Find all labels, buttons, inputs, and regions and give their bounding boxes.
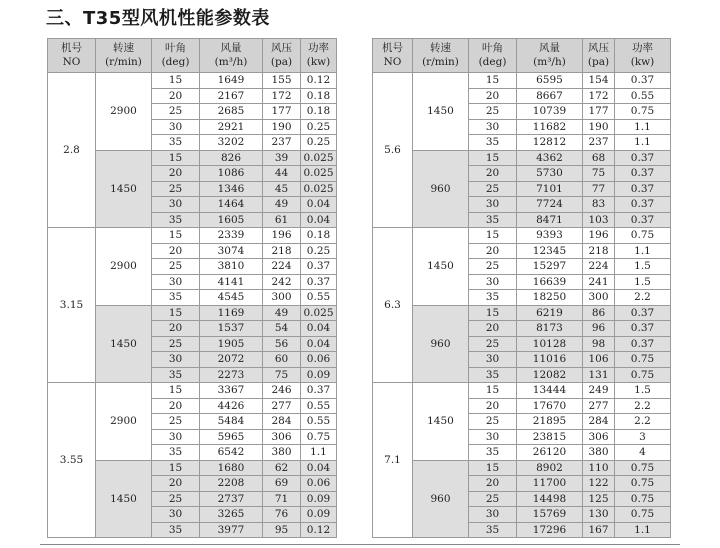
blade-angle-cell: 15 bbox=[469, 460, 517, 476]
power-cell: 0.75 bbox=[615, 352, 671, 368]
speed-cell: 1450 bbox=[96, 305, 152, 383]
air-pressure-cell: 249 bbox=[583, 383, 615, 399]
blade-angle-cell: 30 bbox=[469, 197, 517, 213]
air-flow-cell: 2921 bbox=[200, 119, 263, 135]
power-cell: 0.37 bbox=[615, 336, 671, 352]
power-cell: 0.04 bbox=[301, 212, 337, 228]
speed-cell: 1450 bbox=[96, 150, 152, 228]
speed-cell: 1450 bbox=[96, 460, 152, 538]
blade-angle-cell: 30 bbox=[152, 274, 200, 290]
blade-angle-cell: 35 bbox=[152, 445, 200, 461]
air-pressure-cell: 284 bbox=[583, 414, 615, 430]
power-cell: 1.1 bbox=[615, 119, 671, 135]
table-row bbox=[373, 305, 671, 321]
speed-cell: 2900 bbox=[96, 228, 152, 306]
air-flow-cell: 17670 bbox=[517, 398, 583, 414]
power-cell: 0.55 bbox=[615, 88, 671, 104]
air-pressure-cell: 106 bbox=[583, 352, 615, 368]
blade-angle-cell: 30 bbox=[152, 352, 200, 368]
power-cell: 0.37 bbox=[615, 181, 671, 197]
air-flow-cell: 8667 bbox=[517, 88, 583, 104]
power-cell: 0.12 bbox=[301, 73, 337, 89]
air-pressure-cell: 196 bbox=[263, 228, 301, 244]
blade-angle-cell: 30 bbox=[152, 119, 200, 135]
blade-angle-cell: 35 bbox=[469, 212, 517, 228]
air-pressure-cell: 54 bbox=[263, 321, 301, 337]
power-cell: 0.18 bbox=[301, 228, 337, 244]
air-flow-cell: 12345 bbox=[517, 243, 583, 259]
air-flow-cell: 5730 bbox=[517, 166, 583, 182]
header-model: 机号 NO bbox=[373, 39, 413, 73]
power-cell: 0.55 bbox=[301, 398, 337, 414]
air-flow-cell: 4362 bbox=[517, 150, 583, 166]
blade-angle-cell: 15 bbox=[469, 228, 517, 244]
power-cell: 2.2 bbox=[615, 414, 671, 430]
air-pressure-cell: 177 bbox=[583, 104, 615, 120]
air-flow-cell: 4141 bbox=[200, 274, 263, 290]
air-pressure-cell: 39 bbox=[263, 150, 301, 166]
blade-angle-cell: 20 bbox=[152, 398, 200, 414]
model-number-cell: 7.1 bbox=[373, 383, 413, 538]
air-pressure-cell: 172 bbox=[263, 88, 301, 104]
air-pressure-cell: 237 bbox=[263, 135, 301, 151]
blade-angle-cell: 20 bbox=[152, 476, 200, 492]
power-cell: 4 bbox=[615, 445, 671, 461]
blade-angle-cell: 15 bbox=[469, 73, 517, 89]
power-cell: 0.09 bbox=[301, 507, 337, 523]
air-flow-cell: 2685 bbox=[200, 104, 263, 120]
air-flow-cell: 11682 bbox=[517, 119, 583, 135]
blade-angle-cell: 15 bbox=[469, 383, 517, 399]
air-pressure-cell: 246 bbox=[263, 383, 301, 399]
air-flow-cell: 3202 bbox=[200, 135, 263, 151]
blade-angle-cell: 25 bbox=[152, 336, 200, 352]
power-cell: 0.04 bbox=[301, 321, 337, 337]
air-pressure-cell: 190 bbox=[583, 119, 615, 135]
power-cell: 0.37 bbox=[615, 321, 671, 337]
blade-angle-cell: 30 bbox=[152, 507, 200, 523]
air-pressure-cell: 380 bbox=[263, 445, 301, 461]
blade-angle-cell: 25 bbox=[469, 181, 517, 197]
blade-angle-cell: 30 bbox=[469, 507, 517, 523]
air-pressure-cell: 86 bbox=[583, 305, 615, 321]
blade-angle-cell: 15 bbox=[152, 383, 200, 399]
power-cell: 0.04 bbox=[301, 460, 337, 476]
power-cell: 0.37 bbox=[615, 73, 671, 89]
air-pressure-cell: 56 bbox=[263, 336, 301, 352]
air-flow-cell: 12812 bbox=[517, 135, 583, 151]
model-number-cell: 6.3 bbox=[373, 228, 413, 383]
air-pressure-cell: 83 bbox=[583, 197, 615, 213]
air-pressure-cell: 60 bbox=[263, 352, 301, 368]
air-pressure-cell: 71 bbox=[263, 491, 301, 507]
air-flow-cell: 1346 bbox=[200, 181, 263, 197]
blade-angle-cell: 20 bbox=[469, 243, 517, 259]
power-cell: 0.025 bbox=[301, 181, 337, 197]
air-flow-cell: 1649 bbox=[200, 73, 263, 89]
model-number-cell: 3.15 bbox=[48, 228, 96, 383]
power-cell: 2.2 bbox=[615, 398, 671, 414]
air-pressure-cell: 300 bbox=[263, 290, 301, 306]
header-power: 功率 (kw) bbox=[615, 39, 671, 73]
power-cell: 0.37 bbox=[615, 212, 671, 228]
bottom-rule bbox=[40, 544, 680, 545]
power-cell: 0.06 bbox=[301, 476, 337, 492]
air-pressure-cell: 167 bbox=[583, 522, 615, 538]
air-flow-cell: 2167 bbox=[200, 88, 263, 104]
table-row bbox=[48, 73, 337, 89]
speed-cell: 1450 bbox=[413, 73, 469, 151]
air-pressure-cell: 172 bbox=[583, 88, 615, 104]
speed-cell: 960 bbox=[413, 460, 469, 538]
table-row bbox=[373, 228, 671, 244]
air-pressure-cell: 277 bbox=[583, 398, 615, 414]
blade-angle-cell: 20 bbox=[152, 243, 200, 259]
power-cell: 1.5 bbox=[615, 274, 671, 290]
air-pressure-cell: 62 bbox=[263, 460, 301, 476]
header-speed: 转速 (r/min) bbox=[96, 39, 152, 73]
air-flow-cell: 11016 bbox=[517, 352, 583, 368]
air-flow-cell: 6595 bbox=[517, 73, 583, 89]
air-flow-cell: 7724 bbox=[517, 197, 583, 213]
table-row bbox=[373, 383, 671, 399]
blade-angle-cell: 35 bbox=[469, 522, 517, 538]
air-pressure-cell: 68 bbox=[583, 150, 615, 166]
power-cell: 0.025 bbox=[301, 150, 337, 166]
air-pressure-cell: 154 bbox=[583, 73, 615, 89]
blade-angle-cell: 35 bbox=[152, 135, 200, 151]
header-power: 功率 (kw) bbox=[301, 39, 337, 73]
blade-angle-cell: 25 bbox=[469, 491, 517, 507]
blade-angle-cell: 20 bbox=[469, 476, 517, 492]
blade-angle-cell: 30 bbox=[469, 429, 517, 445]
blade-angle-cell: 35 bbox=[152, 212, 200, 228]
power-cell: 0.55 bbox=[301, 414, 337, 430]
air-pressure-cell: 241 bbox=[583, 274, 615, 290]
air-pressure-cell: 49 bbox=[263, 305, 301, 321]
power-cell: 1.5 bbox=[615, 383, 671, 399]
power-cell: 1.1 bbox=[615, 135, 671, 151]
air-pressure-cell: 218 bbox=[263, 243, 301, 259]
power-cell: 0.75 bbox=[615, 104, 671, 120]
air-pressure-cell: 75 bbox=[583, 166, 615, 182]
air-flow-cell: 12082 bbox=[517, 367, 583, 383]
air-flow-cell: 14498 bbox=[517, 491, 583, 507]
power-cell: 0.37 bbox=[301, 274, 337, 290]
header-angle: 叶角 (deg) bbox=[469, 39, 517, 73]
air-pressure-cell: 300 bbox=[583, 290, 615, 306]
power-cell: 0.55 bbox=[301, 290, 337, 306]
air-pressure-cell: 95 bbox=[263, 522, 301, 538]
power-cell: 0.25 bbox=[301, 135, 337, 151]
air-flow-cell: 8471 bbox=[517, 212, 583, 228]
air-pressure-cell: 49 bbox=[263, 197, 301, 213]
model-number-cell: 2.8 bbox=[48, 73, 96, 228]
header-angle: 叶角 (deg) bbox=[152, 39, 200, 73]
blade-angle-cell: 25 bbox=[469, 259, 517, 275]
power-cell: 0.75 bbox=[615, 460, 671, 476]
model-number-cell: 3.55 bbox=[48, 383, 96, 538]
power-cell: 0.37 bbox=[615, 305, 671, 321]
blade-angle-cell: 30 bbox=[469, 119, 517, 135]
speed-cell: 1450 bbox=[413, 228, 469, 306]
power-cell: 0.75 bbox=[615, 476, 671, 492]
table-row bbox=[373, 460, 671, 476]
air-pressure-cell: 306 bbox=[263, 429, 301, 445]
header-flow: 风量 (m³/h) bbox=[517, 39, 583, 73]
power-cell: 0.09 bbox=[301, 367, 337, 383]
air-flow-cell: 4545 bbox=[200, 290, 263, 306]
air-flow-cell: 3810 bbox=[200, 259, 263, 275]
power-cell: 1.1 bbox=[301, 445, 337, 461]
blade-angle-cell: 35 bbox=[469, 290, 517, 306]
air-pressure-cell: 155 bbox=[263, 73, 301, 89]
air-pressure-cell: 77 bbox=[583, 181, 615, 197]
power-cell: 0.37 bbox=[301, 383, 337, 399]
air-pressure-cell: 130 bbox=[583, 507, 615, 523]
air-pressure-cell: 98 bbox=[583, 336, 615, 352]
air-pressure-cell: 177 bbox=[263, 104, 301, 120]
blade-angle-cell: 15 bbox=[152, 460, 200, 476]
blade-angle-cell: 30 bbox=[152, 197, 200, 213]
air-flow-cell: 26120 bbox=[517, 445, 583, 461]
air-pressure-cell: 69 bbox=[263, 476, 301, 492]
air-flow-cell: 16639 bbox=[517, 274, 583, 290]
blade-angle-cell: 20 bbox=[152, 88, 200, 104]
air-flow-cell: 7101 bbox=[517, 181, 583, 197]
blade-angle-cell: 20 bbox=[152, 166, 200, 182]
header-pressure: 风压 (pa) bbox=[263, 39, 301, 73]
air-flow-cell: 13444 bbox=[517, 383, 583, 399]
air-flow-cell: 4426 bbox=[200, 398, 263, 414]
air-flow-cell: 8173 bbox=[517, 321, 583, 337]
air-pressure-cell: 196 bbox=[583, 228, 615, 244]
blade-angle-cell: 20 bbox=[469, 321, 517, 337]
air-pressure-cell: 125 bbox=[583, 491, 615, 507]
power-cell: 0.37 bbox=[615, 197, 671, 213]
air-flow-cell: 6219 bbox=[517, 305, 583, 321]
air-flow-cell: 15297 bbox=[517, 259, 583, 275]
page-title: 三、T35型风机性能参数表 bbox=[46, 8, 270, 29]
air-flow-cell: 5484 bbox=[200, 414, 263, 430]
air-pressure-cell: 45 bbox=[263, 181, 301, 197]
speed-cell: 960 bbox=[413, 150, 469, 228]
air-flow-cell: 826 bbox=[200, 150, 263, 166]
power-cell: 0.04 bbox=[301, 336, 337, 352]
air-flow-cell: 2208 bbox=[200, 476, 263, 492]
blade-angle-cell: 25 bbox=[152, 181, 200, 197]
power-cell: 0.09 bbox=[301, 491, 337, 507]
blade-angle-cell: 15 bbox=[152, 228, 200, 244]
table-header-row bbox=[373, 39, 671, 73]
air-pressure-cell: 306 bbox=[583, 429, 615, 445]
power-cell: 1.1 bbox=[615, 522, 671, 538]
air-flow-cell: 1464 bbox=[200, 197, 263, 213]
table-row bbox=[48, 228, 337, 244]
blade-angle-cell: 25 bbox=[152, 259, 200, 275]
power-cell: 1.5 bbox=[615, 259, 671, 275]
power-cell: 0.37 bbox=[615, 150, 671, 166]
blade-angle-cell: 30 bbox=[152, 429, 200, 445]
blade-angle-cell: 35 bbox=[469, 445, 517, 461]
air-flow-cell: 9393 bbox=[517, 228, 583, 244]
power-cell: 0.75 bbox=[615, 367, 671, 383]
air-flow-cell: 1905 bbox=[200, 336, 263, 352]
table-header-row bbox=[48, 39, 337, 73]
blade-angle-cell: 25 bbox=[469, 414, 517, 430]
blade-angle-cell: 20 bbox=[152, 321, 200, 337]
air-flow-cell: 23815 bbox=[517, 429, 583, 445]
blade-angle-cell: 25 bbox=[152, 414, 200, 430]
blade-angle-cell: 20 bbox=[469, 166, 517, 182]
air-flow-cell: 3977 bbox=[200, 522, 263, 538]
air-flow-cell: 2273 bbox=[200, 367, 263, 383]
air-pressure-cell: 131 bbox=[583, 367, 615, 383]
power-cell: 0.025 bbox=[301, 166, 337, 182]
blade-angle-cell: 20 bbox=[469, 88, 517, 104]
air-flow-cell: 17296 bbox=[517, 522, 583, 538]
air-pressure-cell: 103 bbox=[583, 212, 615, 228]
blade-angle-cell: 15 bbox=[152, 305, 200, 321]
air-flow-cell: 10739 bbox=[517, 104, 583, 120]
air-flow-cell: 2339 bbox=[200, 228, 263, 244]
power-cell: 3 bbox=[615, 429, 671, 445]
air-pressure-cell: 44 bbox=[263, 166, 301, 182]
air-pressure-cell: 190 bbox=[263, 119, 301, 135]
air-flow-cell: 1169 bbox=[200, 305, 263, 321]
header-speed: 转速 (r/min) bbox=[413, 39, 469, 73]
power-cell: 0.025 bbox=[301, 305, 337, 321]
blade-angle-cell: 35 bbox=[152, 522, 200, 538]
performance-table-left bbox=[47, 38, 337, 538]
blade-angle-cell: 30 bbox=[469, 352, 517, 368]
air-flow-cell: 8902 bbox=[517, 460, 583, 476]
air-flow-cell: 2072 bbox=[200, 352, 263, 368]
power-cell: 1.1 bbox=[615, 243, 671, 259]
performance-table-right bbox=[372, 38, 671, 538]
power-cell: 0.37 bbox=[301, 259, 337, 275]
power-cell: 0.75 bbox=[615, 228, 671, 244]
blade-angle-cell: 35 bbox=[152, 367, 200, 383]
power-cell: 0.25 bbox=[301, 119, 337, 135]
blade-angle-cell: 15 bbox=[469, 150, 517, 166]
air-pressure-cell: 242 bbox=[263, 274, 301, 290]
blade-angle-cell: 15 bbox=[469, 305, 517, 321]
blade-angle-cell: 35 bbox=[469, 135, 517, 151]
air-pressure-cell: 61 bbox=[263, 212, 301, 228]
air-flow-cell: 1680 bbox=[200, 460, 263, 476]
power-cell: 0.18 bbox=[301, 104, 337, 120]
speed-cell: 960 bbox=[413, 305, 469, 383]
power-cell: 0.37 bbox=[615, 166, 671, 182]
power-cell: 0.06 bbox=[301, 352, 337, 368]
header-pressure: 风压 (pa) bbox=[583, 39, 615, 73]
blade-angle-cell: 25 bbox=[152, 491, 200, 507]
power-cell: 2.2 bbox=[615, 290, 671, 306]
table-row bbox=[48, 383, 337, 399]
model-number-cell: 5.6 bbox=[373, 73, 413, 228]
air-flow-cell: 5965 bbox=[200, 429, 263, 445]
table-row bbox=[373, 150, 671, 166]
power-cell: 0.75 bbox=[301, 429, 337, 445]
air-pressure-cell: 76 bbox=[263, 507, 301, 523]
power-cell: 0.25 bbox=[301, 243, 337, 259]
air-flow-cell: 10128 bbox=[517, 336, 583, 352]
air-flow-cell: 1605 bbox=[200, 212, 263, 228]
air-pressure-cell: 237 bbox=[583, 135, 615, 151]
blade-angle-cell: 30 bbox=[469, 274, 517, 290]
air-pressure-cell: 380 bbox=[583, 445, 615, 461]
air-flow-cell: 2737 bbox=[200, 491, 263, 507]
blade-angle-cell: 25 bbox=[469, 104, 517, 120]
air-flow-cell: 3074 bbox=[200, 243, 263, 259]
blade-angle-cell: 20 bbox=[469, 398, 517, 414]
air-flow-cell: 15769 bbox=[517, 507, 583, 523]
air-flow-cell: 18250 bbox=[517, 290, 583, 306]
air-flow-cell: 3367 bbox=[200, 383, 263, 399]
air-flow-cell: 11700 bbox=[517, 476, 583, 492]
table-row bbox=[373, 73, 671, 89]
blade-angle-cell: 25 bbox=[469, 336, 517, 352]
blade-angle-cell: 15 bbox=[152, 73, 200, 89]
header-model: 机号 NO bbox=[48, 39, 96, 73]
air-pressure-cell: 110 bbox=[583, 460, 615, 476]
air-pressure-cell: 96 bbox=[583, 321, 615, 337]
air-pressure-cell: 224 bbox=[263, 259, 301, 275]
power-cell: 0.12 bbox=[301, 522, 337, 538]
air-pressure-cell: 75 bbox=[263, 367, 301, 383]
air-flow-cell: 3265 bbox=[200, 507, 263, 523]
power-cell: 0.04 bbox=[301, 197, 337, 213]
speed-cell: 1450 bbox=[413, 383, 469, 461]
air-flow-cell: 1537 bbox=[200, 321, 263, 337]
air-flow-cell: 21895 bbox=[517, 414, 583, 430]
power-cell: 0.75 bbox=[615, 491, 671, 507]
blade-angle-cell: 15 bbox=[152, 150, 200, 166]
air-pressure-cell: 277 bbox=[263, 398, 301, 414]
blade-angle-cell: 35 bbox=[469, 367, 517, 383]
blade-angle-cell: 35 bbox=[152, 290, 200, 306]
air-pressure-cell: 122 bbox=[583, 476, 615, 492]
air-pressure-cell: 218 bbox=[583, 243, 615, 259]
blade-angle-cell: 25 bbox=[152, 104, 200, 120]
power-cell: 0.18 bbox=[301, 88, 337, 104]
power-cell: 0.75 bbox=[615, 507, 671, 523]
speed-cell: 2900 bbox=[96, 73, 152, 151]
air-flow-cell: 6542 bbox=[200, 445, 263, 461]
air-pressure-cell: 224 bbox=[583, 259, 615, 275]
speed-cell: 2900 bbox=[96, 383, 152, 461]
header-flow: 风量 (m³/h) bbox=[200, 39, 263, 73]
air-pressure-cell: 284 bbox=[263, 414, 301, 430]
air-flow-cell: 1086 bbox=[200, 166, 263, 182]
